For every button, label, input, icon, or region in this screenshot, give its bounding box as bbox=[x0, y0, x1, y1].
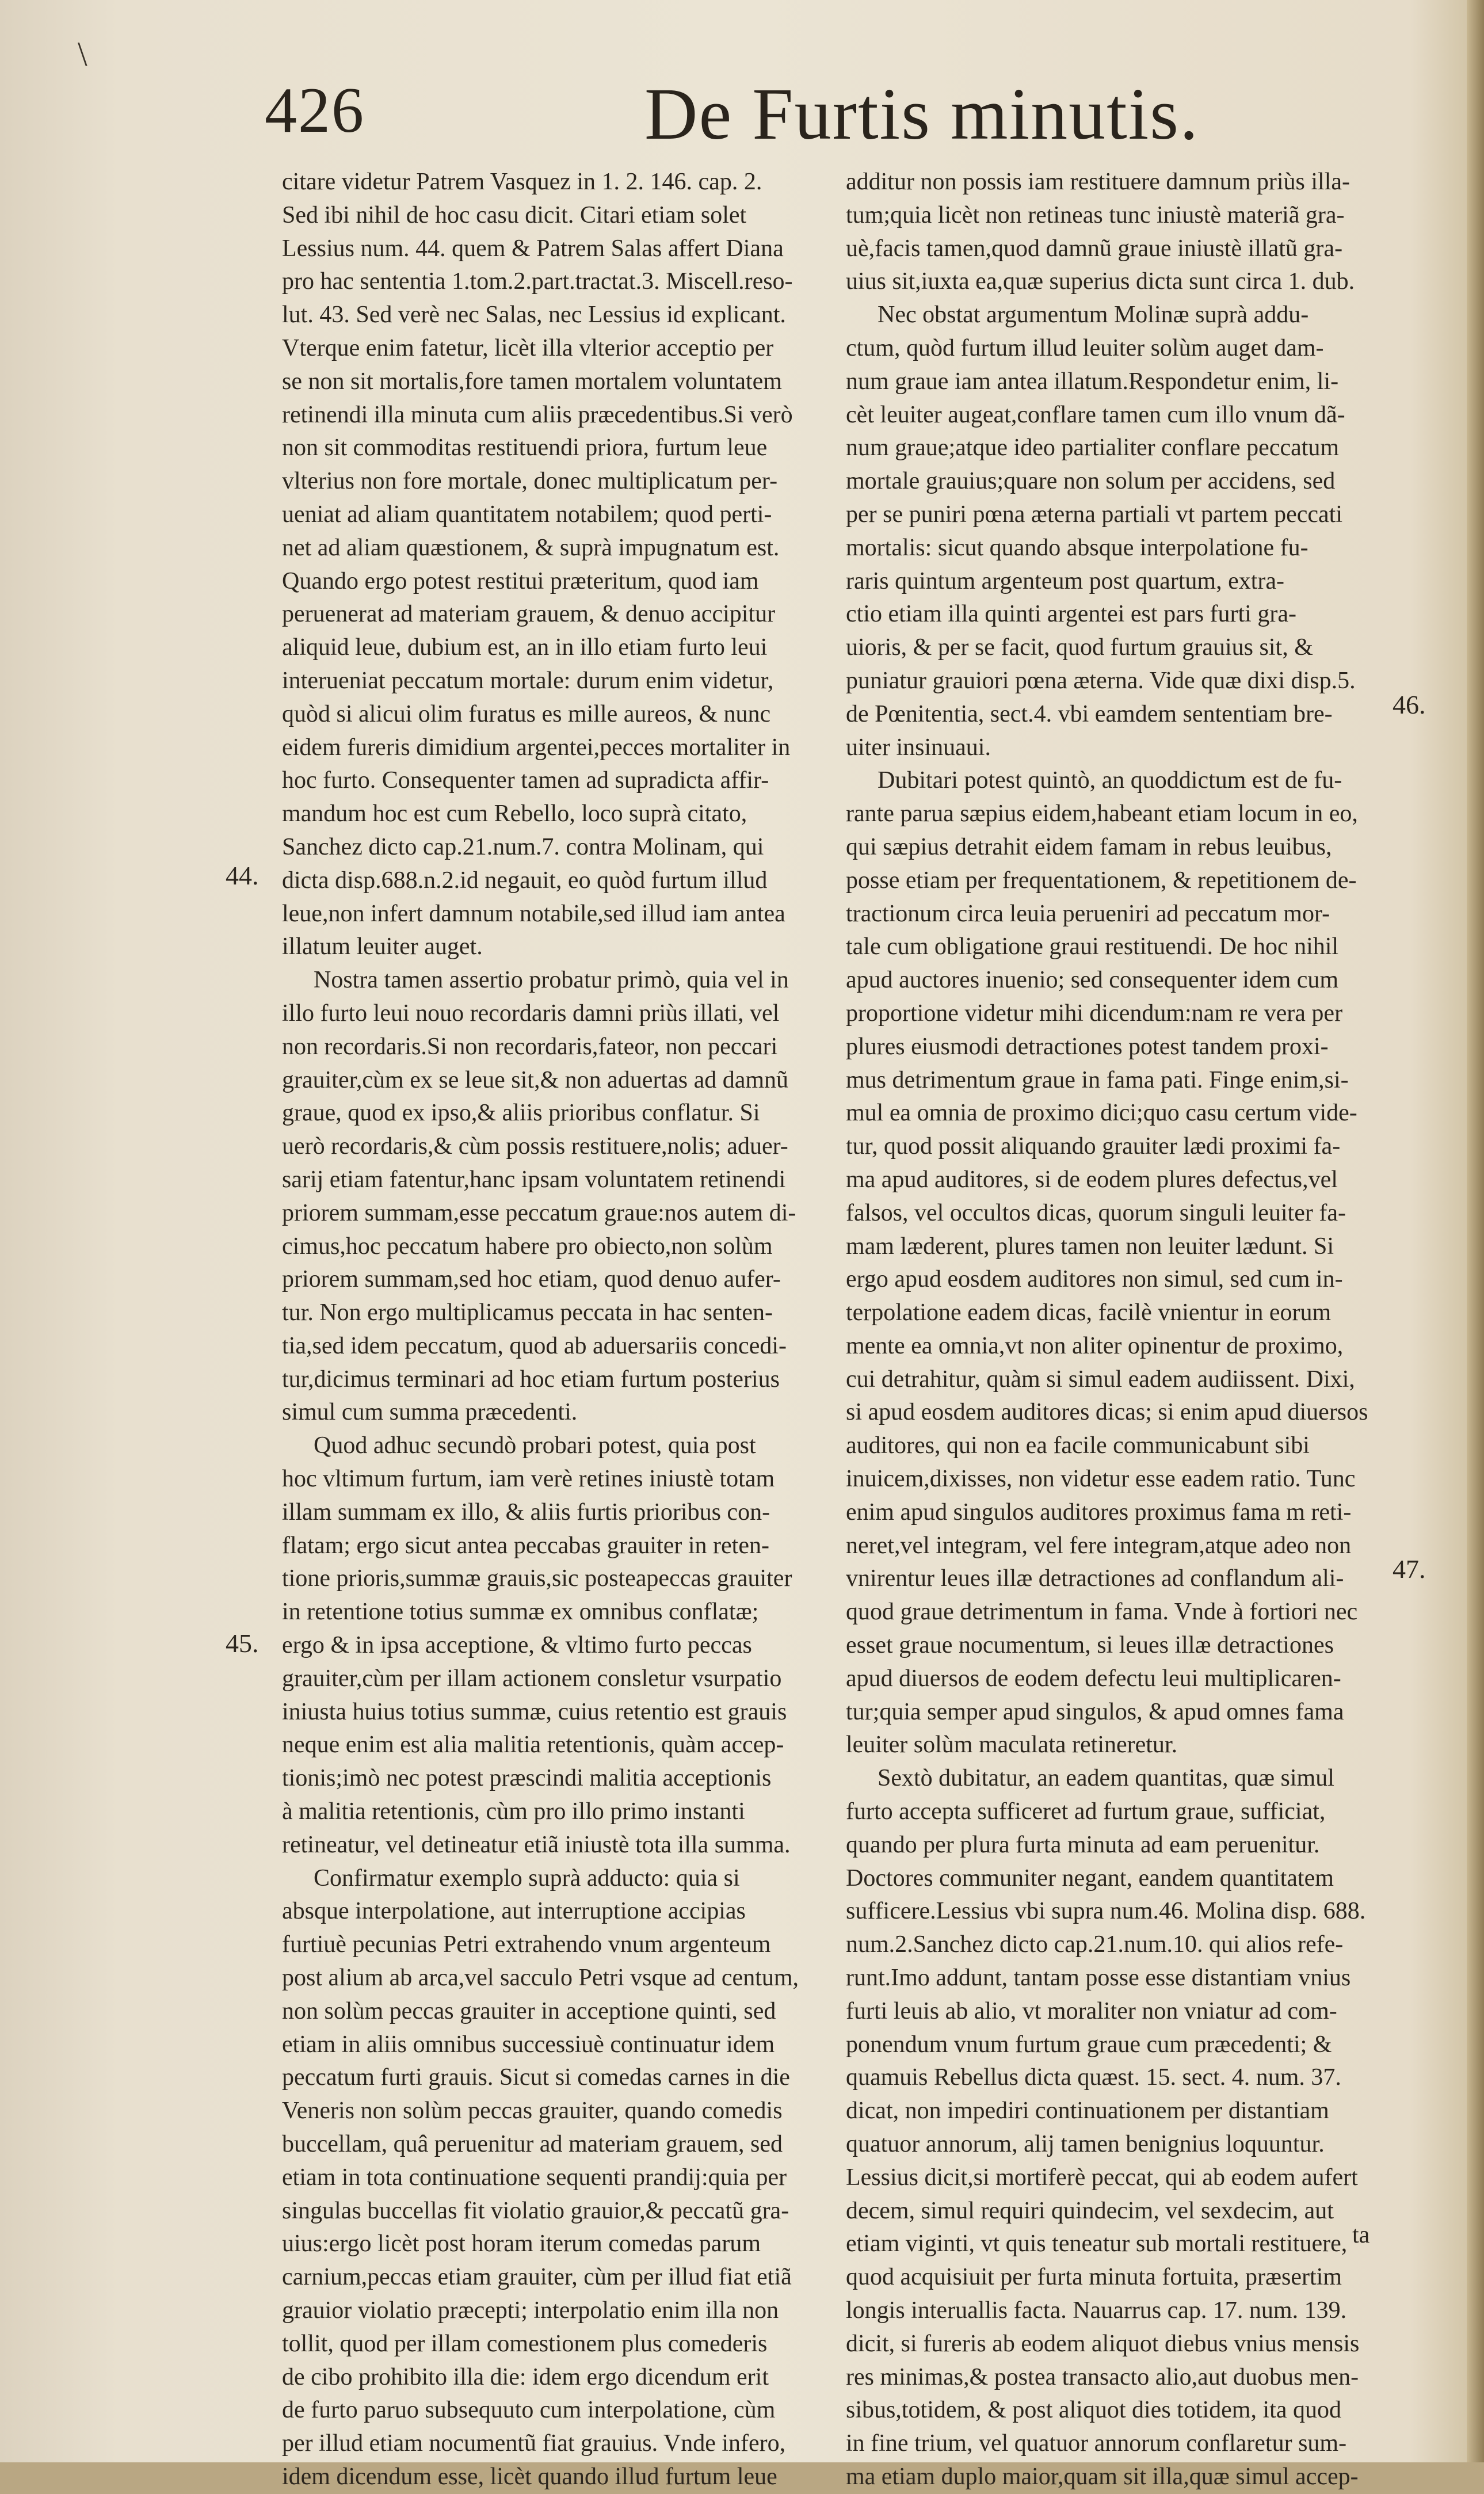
text-line: absque interpolatione, aut interruptione accipias bbox=[282, 1898, 746, 1925]
text-line: cimus,hoc peccatum habere pro obiecto,non solùm bbox=[282, 1233, 773, 1260]
text-line: graue, quod ex ipso,& aliis prioribus conflatur. Si bbox=[282, 1100, 760, 1127]
text-line: lut. 43. Sed verè nec Salas, nec Lessius id explicant. bbox=[282, 302, 786, 329]
text-line: illo furto leui nouo recordaris damni priùs illati, vel bbox=[282, 1000, 780, 1027]
text-line: posse etiam per frequentationem, & repetitionem de- bbox=[846, 867, 1357, 894]
text-line: vnirentur leues illæ detractiones ad conflandum ali- bbox=[846, 1565, 1344, 1592]
text-line: tale cum obligatione graui restituendi. De hoc nihil bbox=[846, 933, 1339, 960]
text-line: mortalis: sicut quando absque interpolatione fu- bbox=[846, 534, 1308, 561]
text-line: ueniat ad aliam quantitatem notabilem; quod perti- bbox=[282, 501, 772, 528]
text-line: quamuis Rebellus dicta quæst. 15. sect. 4. num. 37. bbox=[846, 2064, 1341, 2091]
text-line: mus detrimentum graue in fama pati. Finge enim,si- bbox=[846, 1066, 1349, 1093]
text-line: priorem summam,sed hoc etiam, quod denuo aufer- bbox=[282, 1266, 781, 1293]
text-line: Nec obstat argumentum Molinæ suprà addu- bbox=[878, 302, 1309, 329]
text-line: Veneris non solùm peccas grauiter, quando comedis bbox=[282, 2098, 783, 2125]
text-line: quatuor annorum, alij tamen benignius loquuntur. bbox=[846, 2131, 1325, 2158]
text-line: uius:ergo licèt post horam iterum comedas parum bbox=[282, 2230, 761, 2257]
text-line: plures eiusmodi detractiones potest tandem proxi- bbox=[846, 1033, 1329, 1060]
text-line: si apud eosdem auditores dicas; si enim apud diuersos bbox=[846, 1399, 1368, 1426]
text-line: uius sit,iuxta ea,quæ superius dicta sunt circa 1. dub. bbox=[846, 268, 1355, 295]
text-line: hoc furto. Consequenter tamen ad supradicta affir- bbox=[282, 767, 769, 794]
text-line: Sanchez dicto cap.21.num.7. contra Molinam, qui bbox=[282, 833, 764, 860]
text-line: de cibo prohibito illa die: idem ergo dicendum erit bbox=[282, 2363, 769, 2390]
text-line: Sed ibi nihil de hoc casu dicit. Citari etiam solet bbox=[282, 201, 747, 228]
text-line: raris quintum argenteum post quartum, extra- bbox=[846, 567, 1285, 594]
text-line: additur non possis iam restituere damnum priùs illa- bbox=[846, 169, 1351, 195]
text-line: interueniat peccatum mortale: durum enim videtur, bbox=[282, 667, 774, 694]
text-line: neret,vel integram, vel fere integram,atque adeo non bbox=[846, 1532, 1352, 1559]
text-line: leuiter solùm maculata retineretur. bbox=[846, 1732, 1178, 1759]
text-line: mandum hoc est cum Rebello, loco suprà citato, bbox=[282, 800, 747, 827]
text-line: carnium,peccas etiam grauiter, cùm per illud fiat etiã bbox=[282, 2264, 792, 2291]
text-line: etiam in tota continuatione sequenti prandij:quia per bbox=[282, 2164, 787, 2191]
left-text-column bbox=[282, 166, 823, 2494]
text-line: furtiuè pecunias Petri extrahendo vnum argenteum bbox=[282, 1931, 771, 1958]
text-line: simul cum summa præcedenti. bbox=[282, 1399, 578, 1426]
text-line: in fine trium, vel quatuor annorum conflaretur sum- bbox=[846, 2430, 1347, 2457]
text-line: mortale grauius;quare non solum per accidens, sed bbox=[846, 468, 1336, 495]
text-line: de Pœnitentia, sect.4. vbi eamdem sententiam bre- bbox=[846, 700, 1333, 727]
text-line: dicit, si fureris ab eodem aliquot diebus vnius mensis bbox=[846, 2330, 1360, 2357]
text-line: uè,facis tamen,quod damnũ graue iniustè illatũ gra- bbox=[846, 235, 1343, 262]
text-line: tractionum circa leuia perueniri ad peccatum mor- bbox=[846, 900, 1330, 927]
text-line: res minimas,& postea transacto alio,aut duobus men- bbox=[846, 2363, 1359, 2390]
text-line: peruenerat ad materiam grauem, & denuo accipitur bbox=[282, 601, 776, 628]
text-line: singulas buccellas fit violatio grauior,& peccatũ gra- bbox=[282, 2197, 789, 2224]
page-number: 426 bbox=[265, 75, 365, 146]
text-line: furti leuis ab alio, vt moraliter non vniatur ad com- bbox=[846, 1997, 1337, 2024]
text-line: tum;quia licèt non retineas tunc iniustè materiã gra- bbox=[846, 201, 1345, 228]
text-line: in retentione totius summæ ex omnibus conflatæ; bbox=[282, 1599, 759, 1626]
text-line: flatam; ergo sicut antea peccabas grauiter in reten- bbox=[282, 1532, 769, 1559]
text-line: runt.Imo addunt, tantam posse esse distantiam vnius bbox=[846, 1965, 1351, 1992]
text-line: peccatum furti grauis. Sicut si comedas carnes in die bbox=[282, 2064, 790, 2091]
text-line: uioris, & per se facit, quod furtum grauius sit, & bbox=[846, 634, 1313, 661]
text-line: ctio etiam illa quinti argentei est pars furti gra- bbox=[846, 601, 1296, 628]
text-line: Lessius dicit,si mortiferè peccat, qui ab eodem aufert bbox=[846, 2164, 1358, 2191]
text-line: idem dicendum esse, licèt quando illud furtum leue bbox=[282, 2463, 777, 2490]
text-line: longis interuallis facta. Nauarrus cap. 17. num. 139. bbox=[846, 2297, 1347, 2324]
text-line: Vterque enim fatetur, licèt illa vlterior acceptio per bbox=[282, 334, 774, 361]
margin-number-44: 44. bbox=[226, 861, 259, 890]
text-line: à malitia retentionis, cùm pro illo primo instanti bbox=[282, 1798, 745, 1825]
text-line: mul ea omnia de proximo dici;quo casu certum vide- bbox=[846, 1100, 1357, 1127]
text-line: ponendum vnum furtum graue cum præcedenti; & bbox=[846, 2031, 1332, 2058]
text-line: etiam in aliis omnibus successiuè continuatur idem bbox=[282, 2031, 775, 2058]
text-line: hoc vltimum furtum, iam verè retines iniustè totam bbox=[282, 1466, 775, 1493]
margin-number-47: 47. bbox=[1393, 1554, 1426, 1584]
text-line: etiam viginti, vt quis teneatur sub mortali restituere, bbox=[846, 2230, 1348, 2257]
text-line: decem, simul requiri quindecim, vel sexdecim, aut bbox=[846, 2197, 1334, 2224]
text-line: num graue iam antea illatum.Respondetur enim, li- bbox=[846, 368, 1339, 395]
text-line: per se puniri pœna æterna partiali vt partem peccati bbox=[846, 501, 1342, 528]
text-line: Quod adhuc secundò probari potest, quia post bbox=[314, 1432, 756, 1459]
text-line: Nostra tamen assertio probatur primò, quia vel in bbox=[314, 967, 789, 994]
text-line: quod acquisiuit per furta minuta fortuita, præsertim bbox=[846, 2264, 1342, 2291]
text-line: grauiter,cùm per illam actionem consletur vsurpatio bbox=[282, 1665, 782, 1692]
text-line: Lessius num. 44. quem & Patrem Salas affert Diana bbox=[282, 235, 784, 262]
margin-number-46: 46. bbox=[1393, 690, 1426, 719]
text-line: puniatur grauiori pœna æterna. Vide quæ dixi disp.5. bbox=[846, 667, 1356, 694]
text-line: illam summam ex illo, & aliis furtis prioribus con- bbox=[282, 1498, 770, 1526]
text-line: apud auctores inuenio; sed consequenter idem cum bbox=[846, 967, 1339, 994]
text-line: ma apud auditores, si de eodem plures defectus,vel bbox=[846, 1166, 1338, 1193]
text-line: quòd si alicui olim furatus es mille aureos, & nunc bbox=[282, 700, 771, 727]
text-line: se non sit mortalis,fore tamen mortalem voluntatem bbox=[282, 368, 782, 395]
text-line: de furto paruo subsequuto cum interpolatione, cùm bbox=[282, 2397, 776, 2424]
text-line: tione prioris,summæ grauis,sic posteapeccas grauiter bbox=[282, 1565, 792, 1592]
text-line: tionis;imò nec potest præscindi malitia acceptionis bbox=[282, 1765, 772, 1792]
text-line: uerò recordaris,& cùm possis restituere,nolis; aduer- bbox=[282, 1133, 788, 1160]
text-line: furto accepta sufficeret ad furtum graue, sufficiat, bbox=[846, 1798, 1326, 1825]
text-line: tollit, quod per illam comestionem plus comederis bbox=[282, 2330, 768, 2357]
text-line: cui detrahitur, quàm si simul eadem audiissent. Dixi, bbox=[846, 1366, 1355, 1393]
text-line: citare videtur Patrem Vasquez in 1. 2. 146. cap. 2. bbox=[282, 169, 762, 195]
text-line: tur, quod possit aliquando grauiter lædi proximi fa- bbox=[846, 1133, 1341, 1160]
text-line: dicta disp.688.n.2.id negauit, eo quòd furtum illud bbox=[282, 867, 768, 894]
text-line: non sit commoditas restituendi priora, furtum leue bbox=[282, 434, 768, 462]
text-line: post alium ab arca,vel sacculo Petri vsque ad centum, bbox=[282, 1965, 799, 1992]
text-line: retineatur, vel detineatur etiã iniustè tota illa summa. bbox=[282, 1831, 791, 1858]
text-line: sibus,totidem, & post aliquot dies totidem, ita quod bbox=[846, 2397, 1341, 2424]
text-line: Quando ergo potest restitui præteritum, quod iam bbox=[282, 567, 759, 594]
text-line: tur;quia semper apud singulos, & apud omnes fama bbox=[846, 1698, 1344, 1725]
text-line: Dubitari potest quintò, an quoddictum est de fu- bbox=[878, 767, 1342, 794]
text-line: non recordaris.Si non recordaris,fateor, non peccari bbox=[282, 1033, 778, 1060]
text-line: grauior violatio præcepti; interpolatio enim illa non bbox=[282, 2297, 779, 2324]
text-line: Confirmatur exemplo suprà adducto: quia si bbox=[314, 1864, 740, 1892]
text-line: inuicem,dixisses, non videtur esse eadem ratio. Tunc bbox=[846, 1466, 1356, 1493]
text-line: terpolatione eadem dicas, facilè vnientur in eorum bbox=[846, 1299, 1332, 1326]
text-line: tur,dicimus terminari ad hoc etiam furtum posterius bbox=[282, 1366, 780, 1393]
text-line: rante parua sæpius eidem,habeant etiam locum in eo, bbox=[846, 800, 1358, 827]
text-line: grauiter,cùm ex se leue sit,& non aduertas ad damnũ bbox=[282, 1066, 789, 1093]
text-line: sufficere.Lessius vbi supra num.46. Molina disp. 688. bbox=[846, 1898, 1366, 1925]
text-line: retinendi illa minuta cum aliis præcedentibus.Si verò bbox=[282, 401, 793, 428]
corner-mark: \ bbox=[78, 35, 87, 73]
text-line: per illud etiam nocumentũ fiat grauius. Vnde infero, bbox=[282, 2430, 786, 2457]
text-line: illatum leuiter auget. bbox=[282, 933, 483, 960]
text-line: esset graue nocumentum, si leues illæ detractiones bbox=[846, 1632, 1334, 1659]
text-line: tia,sed idem peccatum, quod ab aduersariis concedi- bbox=[282, 1332, 787, 1359]
running-head: De Furtis minutis. bbox=[644, 73, 1200, 155]
text-line: proportione videtur mihi dicendum:nam re vera per bbox=[846, 1000, 1343, 1027]
text-line: sarij etiam fatentur,hanc ipsam voluntatem retinendi bbox=[282, 1166, 786, 1193]
text-line: quando per plura furta minuta ad eam peruenitur. bbox=[846, 1831, 1320, 1858]
text-line: quod graue detrimentum in fama. Vnde à fortiori nec bbox=[846, 1599, 1358, 1626]
text-line: dicat, non impediri continuationem per distantiam bbox=[846, 2098, 1329, 2125]
text-line: tur. Non ergo multiplicamus peccata in hac senten- bbox=[282, 1299, 773, 1326]
text-line: pro hac sententia 1.tom.2.part.tractat.3. Miscell.reso- bbox=[282, 268, 793, 295]
text-line: num graue;atque ideo partialiter conflare peccatum bbox=[846, 434, 1340, 462]
text-line: cèt leuiter augeat,conflare tamen cum illo vnum dã- bbox=[846, 401, 1345, 428]
text-line: falsos, vel occultos dicas, quorum singuli leuiter fa- bbox=[846, 1199, 1346, 1226]
text-line: ctum, quòd furtum illud leuiter solùm auget dam- bbox=[846, 334, 1324, 361]
margin-number-45: 45. bbox=[226, 1629, 259, 1658]
page-edge-shadow bbox=[1467, 0, 1484, 2462]
text-line: priorem summam,esse peccatum graue:nos autem di- bbox=[282, 1199, 796, 1226]
text-line: ergo & in ipsa acceptione, & vltimo furto peccas bbox=[282, 1632, 752, 1659]
text-line: num.2.Sanchez dicto cap.21.num.10. qui alios refe- bbox=[846, 1931, 1344, 1958]
text-line: mam læderent, plures tamen non leuiter lædunt. Si bbox=[846, 1233, 1334, 1260]
text-line: Sextò dubitatur, an eadem quantitas, quæ simul bbox=[878, 1765, 1334, 1792]
text-line: neque enim est alia malitia retentionis, quàm accep- bbox=[282, 1732, 784, 1759]
text-line: mente ea omnia,vt non aliter opinentur de proximo, bbox=[846, 1332, 1344, 1359]
text-line: aliquid leue, dubium est, an in illo etiam furto leui bbox=[282, 634, 768, 661]
text-line: eidem fureris dimidium argentei,pecces mortaliter in bbox=[282, 734, 791, 761]
text-line: ma etiam duplo maior,quam sit illa,quæ simul accep- bbox=[846, 2463, 1359, 2490]
text-line: iniusta huius totius summæ, cuius retentio est grauis bbox=[282, 1698, 787, 1725]
text-line: Doctores communiter negant, eandem quantitatem bbox=[846, 1864, 1334, 1892]
text-line: net ad aliam quæstionem, & suprà impugnatum est. bbox=[282, 534, 780, 561]
text-line: qui sæpius detrahit eidem famam in rebus leuibus, bbox=[846, 833, 1332, 860]
text-line: leue,non infert damnum notabile,sed illud iam antea bbox=[282, 900, 785, 927]
text-line: apud diuersos de eodem defectu leui multiplicaren- bbox=[846, 1665, 1341, 1692]
text-line: non solùm peccas grauiter in acceptione quinti, sed bbox=[282, 1997, 776, 2024]
text-line: ergo apud eosdem auditores non simul, sed cum in- bbox=[846, 1266, 1343, 1293]
text-line: uiter insinuaui. bbox=[846, 734, 991, 761]
text-line: enim apud singulos auditores proximus fama m reti- bbox=[846, 1498, 1352, 1526]
catchword: ta bbox=[1352, 2222, 1370, 2248]
right-text-column bbox=[846, 166, 1387, 2494]
text-line: vlterius non fore mortale, donec multiplicatum per- bbox=[282, 468, 778, 495]
text-line: auditores, qui non ea facile communicabunt sibi bbox=[846, 1432, 1310, 1459]
text-line: buccellam, quâ peruenitur ad materiam grauem, sed bbox=[282, 2131, 783, 2158]
